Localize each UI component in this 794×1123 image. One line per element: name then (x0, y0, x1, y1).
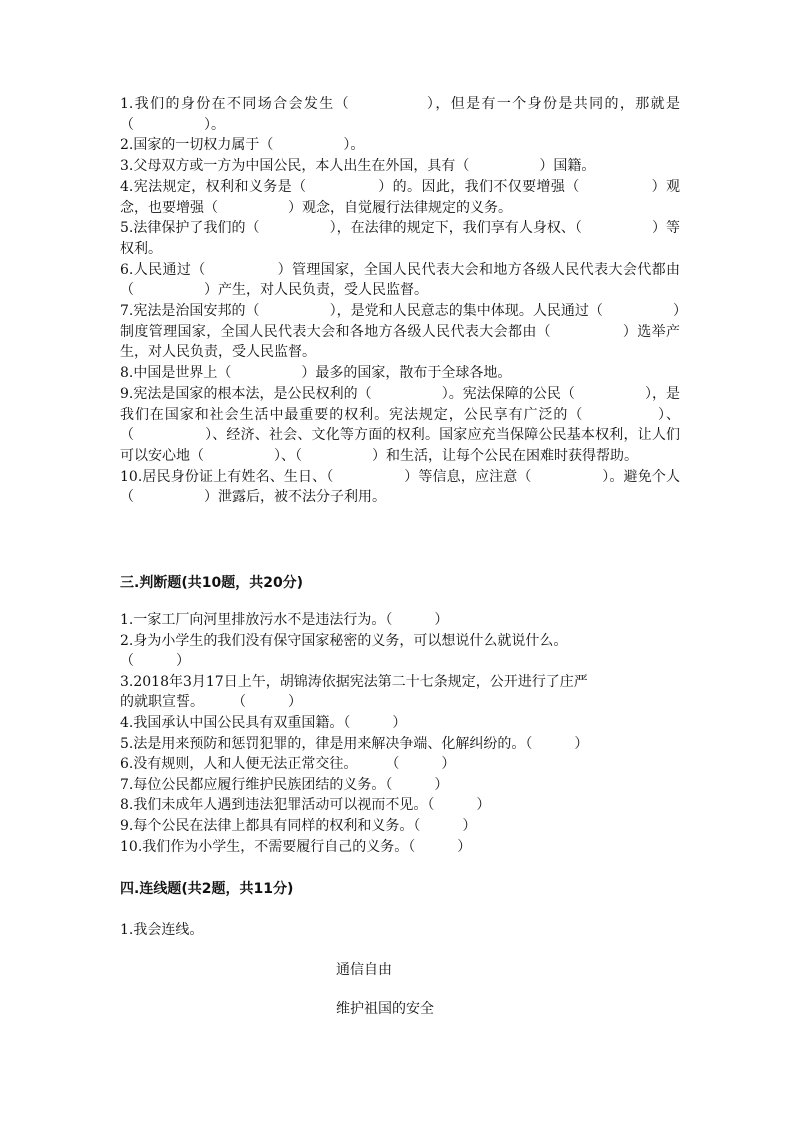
section-title-matching: 四.连线题(共2题，共11分) (120, 881, 294, 897)
judge-question: 9.每个公民在法律上都具有同样的权利和义务。（ ） (120, 817, 477, 834)
matching-item: 通信自由 (336, 962, 392, 978)
judge-question: 10.我们作为小学生，不需要履行自己的义务。（ ） (120, 838, 472, 855)
fill-question: 7.宪法是治国安邦的（ ），是党和人民意志的集中体现。人民通过（ ）制度管理国家，全国人民代表大会和各地方各级人民代表大会都由（ ）选举产生，对人民负责，受人民监督。 (120, 303, 680, 361)
fill-question: 5.法律保护了我们的（ ），在法律的规定下，我们享有人身权、（ ）等权利。 (120, 220, 680, 257)
judge-question: （ ） (120, 653, 190, 670)
judge-question: 5.法是用来预防和惩罚犯罪的，律是用来解决争端、化解纠纷的。（ ） (120, 735, 589, 752)
fill-question: 8.中国是世界上（ ）最多的国家，散布于全球各地。 (120, 365, 512, 382)
fill-question: 2.国家的一切权力属于（ ）。 (120, 137, 365, 154)
judge-question: 6.没有规则，人和人便无法正常交往。 （ ） (120, 756, 456, 773)
fill-question: 6.人民通过（ ）管理国家，全国人民代表大会和地方各级人民代表大会代都由（ ）产生，对人民负责，受人民监督。 (120, 261, 680, 299)
section-title-judgement: 三.判断题(共10题，共20分) (120, 575, 304, 591)
fill-in-blank-questions (120, 94, 680, 508)
fill-question: 3.父母双方或一方为中国公民，本人出生在外国，具有（ ）国籍。 (120, 158, 596, 175)
judge-question: 7.每位公民都应履行维护民族团结的义务。（ ） (120, 776, 449, 793)
judge-question: 2.身为小学生的我们没有保守国家秘密的义务，可以想说什么就说什么。 (120, 632, 568, 649)
judge-question: 的就职宣誓。 （ ） (120, 694, 302, 711)
fill-question: 4.宪法规定，权利和义务是（ ）的。因此，我们不仅要增强（ ）观念，也要增强（ ）观念，自觉履行法律规定的义务。 (120, 178, 680, 216)
judge-question: 3.2018年3月17日上午，胡锦涛依据宪法第二十七条规定，公开进行了庄严 (120, 673, 588, 690)
fill-question: 1.我们的身份在不同场合会发生（ ），但是有一个身份是共同的，那就是（ ）。 (120, 96, 680, 133)
matching-item: 维护祖国的安全 (336, 1001, 434, 1017)
judgement-questions (120, 610, 680, 857)
fill-question: 10.居民身份证上有姓名、生日、（ ）等信息，应注意（ ）。避免个人（ ）泄露后，被不法分子利用。 (120, 468, 680, 506)
fill-question: 9.宪法是国家的根本法，是公民权利的（ ）。宪法保障的公民（ ），是我们在国家和社会生活中最重要的权利。宪法规定，公民享有广泛的（ ）、（ ）、经济、社会、文化等方面的权利。国家应充当保障公民基本权利，让人们可以安心地（ ）、（ ）和生活，让每个公民在困难时获得帮助。 (120, 385, 680, 464)
matching-question: 1.我会连线。 (120, 922, 204, 938)
judge-question: 4.我国承认中国公民具有双重国籍。（ ） (120, 714, 407, 731)
judge-question: 1.一家工厂向河里排放污水不是违法行为。（ ） (120, 612, 449, 628)
judge-question: 8.我们未成年人遇到违法犯罪活动可以视而不见。（ ） (120, 797, 491, 814)
